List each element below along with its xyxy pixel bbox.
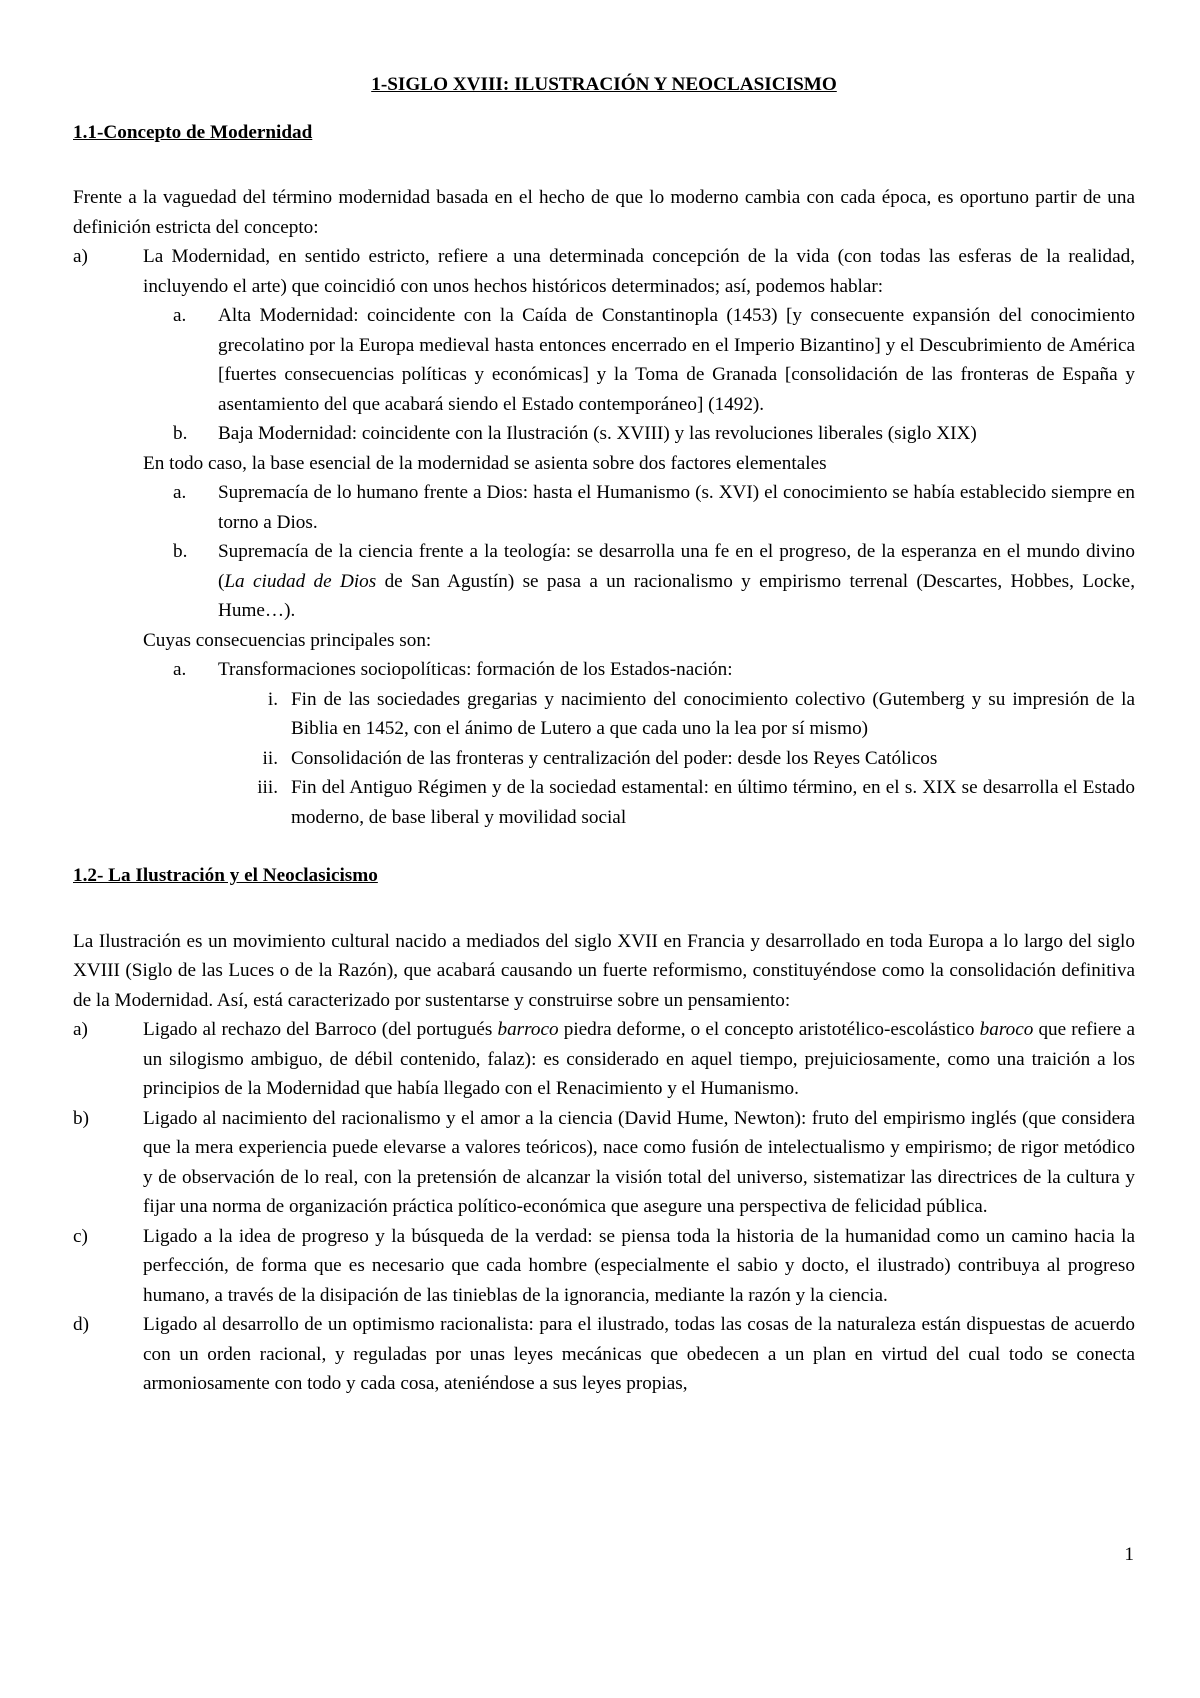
modernidad-sublist <box>73 301 1135 449</box>
list-marker: b) <box>73 1107 89 1129</box>
list-item <box>73 744 1135 774</box>
list-item <box>73 478 1135 537</box>
list-item-text: Baja Modernidad: coincidente con la Ilustración (s. XVIII) y las revoluciones liberales (siglo XIX) <box>218 423 977 444</box>
list-marker: d) <box>73 1314 89 1335</box>
list-item <box>73 655 1135 685</box>
list-marker: a) <box>73 1019 88 1040</box>
list-marker: ii. <box>262 747 278 769</box>
section-heading-1-1: 1.1-Concepto de Modernidad <box>73 121 313 143</box>
modernidad-list <box>73 242 1135 301</box>
list-item <box>73 1015 1135 1104</box>
list-item-text: Ligado al nacimiento del racionalismo y el amor a la ciencia (David Hume, Newton): fruto del empirismo inglés (que considera que la mera experiencia puede elevarse a valores teóricos), nace como fusión de intelectualismo y empirismo; de rigor metódico y de observación de lo real, con la pretensión de alcanzar la visión total del universo, sistematizar las directrices de la cultura y fijar una norma de organización práctica político-económica que asegure una perspectiva de felicidad pública. <box>143 1107 1135 1217</box>
list-marker: b. <box>173 541 188 562</box>
list-item <box>73 685 1135 744</box>
list-item-text-part: que refiere a un silogismo ambiguo, de débil contenido, falaz): es considerado en aquel tiempo, prejuiciosamente, como una traición a los principios de la Modernidad que había llegado con el Renacimiento y el Humanismo. <box>143 1019 1135 1099</box>
list-item-text-part: piedra deforme, o el concepto aristotélico-escolástico <box>558 1019 980 1040</box>
list-item-text-part: de San Agustín) se pasa a un racionalismo y empirismo terrenal (Descartes, Hobbes, Locke, Hume…). <box>218 570 1135 621</box>
list-item <box>73 419 1135 449</box>
list-marker: a. <box>173 659 187 680</box>
list-item-text: Fin de las sociedades gregarias y nacimiento del conocimiento colectivo (Gutemberg y su impresión de la Biblia en 1452, con el ánimo de Lutero a que cada uno la lea por sí mismo) <box>291 688 1135 739</box>
document-body <box>73 70 1135 1399</box>
base-intro: En todo caso, la base esencial de la modernidad se asienta sobre dos factores elementales <box>143 452 827 474</box>
consequences-sublist <box>73 685 1135 833</box>
book-title-italic: La ciudad de Dios <box>224 570 377 592</box>
section-1-1-intro: Frente a la vaguedad del término modernidad basada en el hecho de que lo moderno cambia con cada época, es oportuno partir de una definición estricta del concepto: <box>73 187 1135 238</box>
list-marker: iii. <box>257 777 278 798</box>
section-1-2-intro: La Ilustración es un movimiento cultural nacido a mediados del siglo XVII en Francia y desarrollado en toda Europa a lo largo del siglo XVIII (Siglo de las Luces o de la Razón), que acabará causando un fuerte reformismo, constituyéndose como la consolidación definitiva de la Modernidad. Así, está caracterizado por sustentarse y construirse sobre un pensamiento: <box>73 930 1135 1011</box>
list-item <box>73 301 1135 419</box>
list-item <box>73 1104 1135 1222</box>
list-item-text: Fin del Antiguo Régimen y de la sociedad estamental: en último término, en el s. XIX se desarrolla el Estado moderno, de base liberal y movilidad social <box>291 777 1135 828</box>
list-item-text: Ligado al desarrollo de un optimismo racionalista: para el ilustrado, todas las cosas de la naturaleza están dispuestas de acuerdo con un orden racional, y reguladas por unas leyes mecánicas que obedecen a un plan en virtud del cual todo se conecta armoniosamente con todo y cada cosa, ateniéndose a sus leyes propias, <box>143 1314 1135 1394</box>
term-italic: barroco <box>497 1019 559 1040</box>
list-item-text: La Modernidad, en sentido estricto, refiere a una determinada concepción de la vida (con todas las esferas de la realidad, incluyendo el arte) que coincidió con unos hechos históricos determinados; así, podemos hablar: <box>143 246 1135 297</box>
list-item-text-part: Supremacía de la ciencia frente a la teología: se desarrolla una fe en el progreso, de la esperanza en el mundo divino ( <box>218 541 1135 592</box>
list-item <box>73 537 1135 626</box>
list-marker: a) <box>73 246 88 267</box>
list-item-text: Supremacía de lo humano frente a Dios: hasta el Humanismo (s. XVI) el conocimiento se había establecido siempre en torno a Dios. <box>218 482 1135 533</box>
list-item-text: Transformaciones sociopolíticas: formación de los Estados-nación: <box>218 659 733 680</box>
list-marker: a. <box>173 482 187 503</box>
list-marker: a. <box>173 305 187 326</box>
list-item <box>73 773 1135 832</box>
section-heading-1-2: 1.2- La Ilustración y el Neoclasicismo <box>73 865 378 886</box>
consequences-intro: Cuyas consecuencias principales son: <box>143 629 432 651</box>
list-item-text: Ligado a la idea de progreso y la búsqueda de la verdad: se piensa toda la historia de la humanidad como un camino hacia la perfección, de forma que es necesario que cada hombre (especialmente el sabio y docto, el ilustrado) contribuya al progreso humano, a través de la disipación de las tinieblas de la ignorancia, mediante la razón y la ciencia. <box>143 1225 1135 1306</box>
list-marker: i. <box>267 688 278 710</box>
list-item-text-part: Ligado al rechazo del Barroco (del portugués <box>143 1019 498 1040</box>
list-item <box>73 1222 1135 1311</box>
list-marker: b. <box>173 423 188 444</box>
term-italic: baroco <box>979 1019 1034 1040</box>
page-number: 1 <box>1124 1544 1134 1565</box>
list-item-text: Alta Modernidad: coincidente con la Caída de Constantinopla (1453) [y consecuente expansión del conocimiento grecolatino por la Europa medieval hasta entonces encerrado en el Imperio Bizantino] y el Descubrimiento de América [fuertes consecuencias políticas y económicas] y la Toma de Granada [consolidación de las fronteras de España y asentamiento del que acabará siendo el Estado contemporáneo] (1492). <box>218 305 1135 415</box>
list-item <box>73 1310 1135 1399</box>
consequences-list <box>73 655 1135 685</box>
document-title: 1-SIGLO XVIII: ILUSTRACIÓN Y NEOCLASICISMO <box>371 74 837 95</box>
ilustracion-list <box>73 1015 1135 1399</box>
base-factors-list <box>73 478 1135 626</box>
list-item <box>73 242 1135 301</box>
list-item-text: Consolidación de las fronteras y centralización del poder: desde los Reyes Católicos <box>291 747 938 769</box>
list-marker: c) <box>73 1225 88 1247</box>
